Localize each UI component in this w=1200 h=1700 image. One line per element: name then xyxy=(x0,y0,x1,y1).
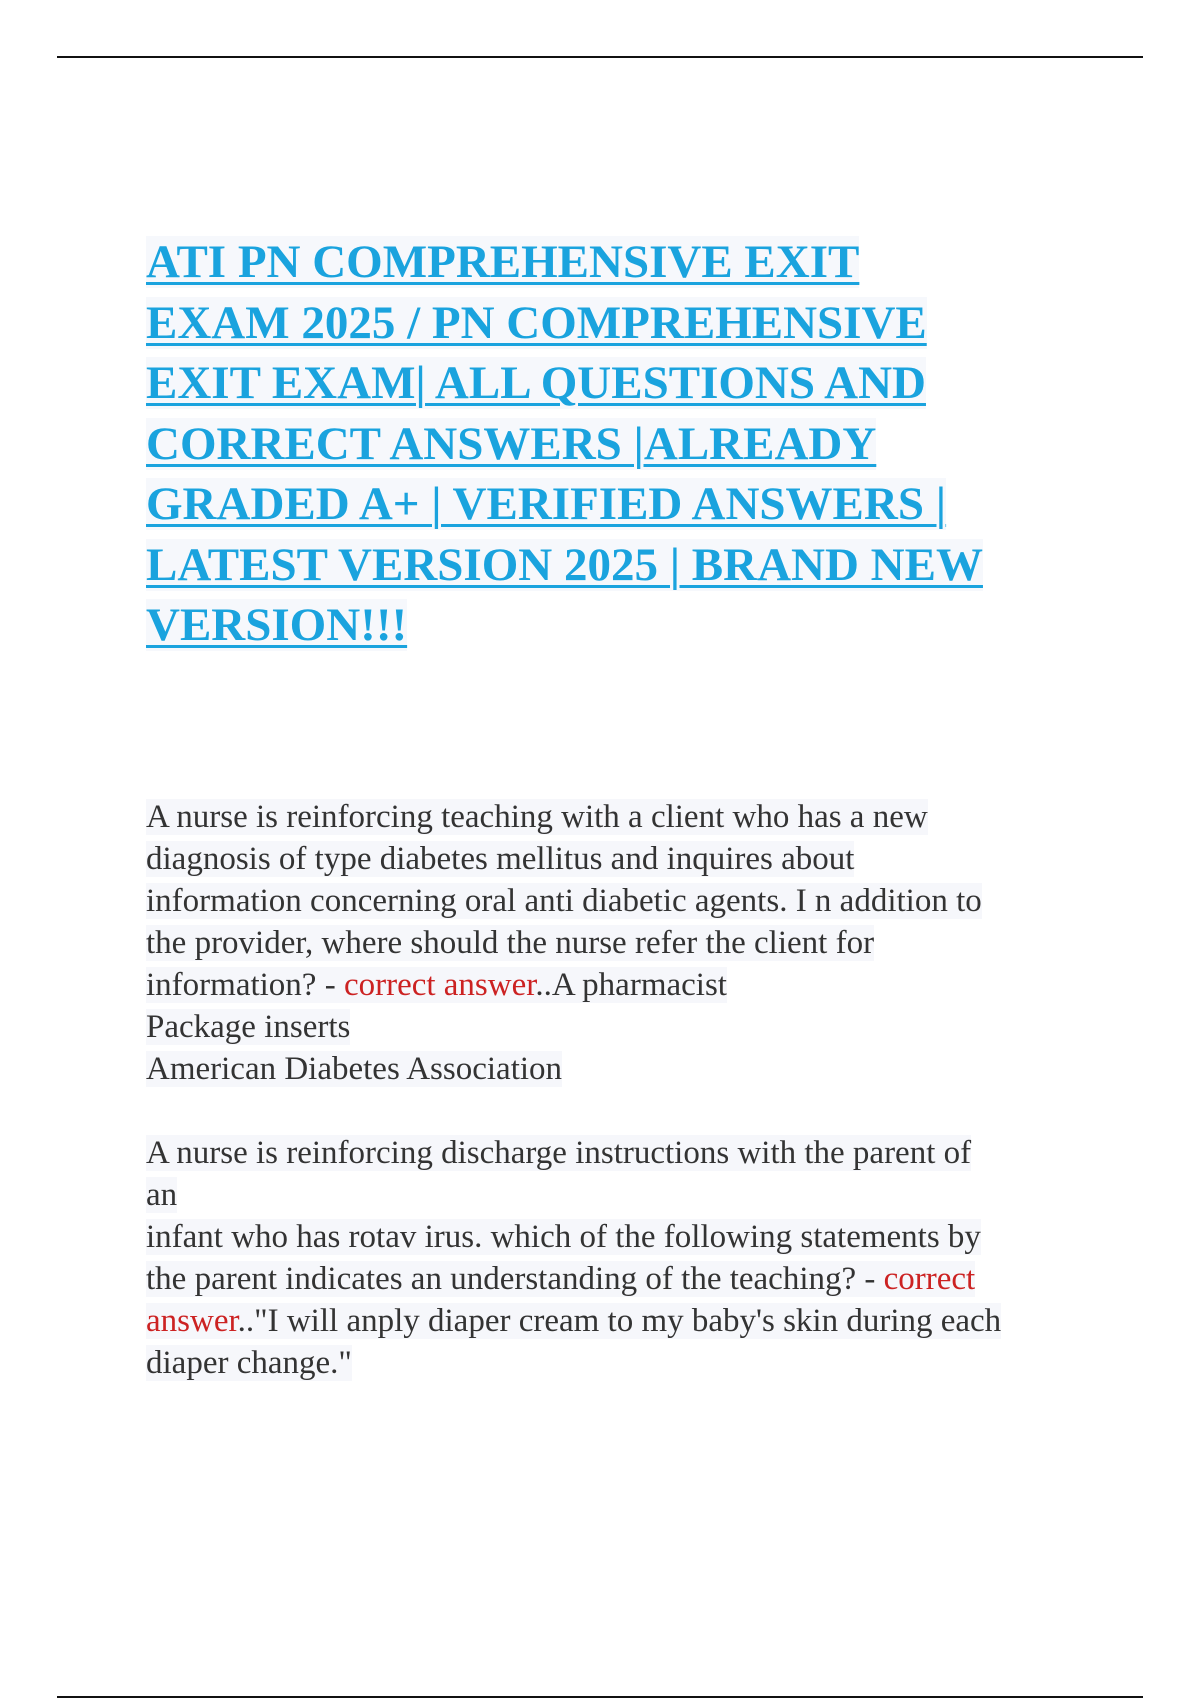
title-line: CORRECT ANSWERS |ALREADY xyxy=(146,417,877,470)
question-text-line: information concerning oral anti diabetic agents. I n addition to xyxy=(146,883,982,919)
title-line: EXIT EXAM| ALL QUESTIONS AND xyxy=(146,357,926,409)
question-text-line: infant who has rotav irus. which of the following statements by xyxy=(146,1219,981,1255)
bottom-rule xyxy=(57,1696,1143,1698)
title-line: EXAM 2025 / PN COMPREHENSIVE xyxy=(146,296,927,349)
question-2 xyxy=(146,1132,1146,1384)
correct-answer-label: correct xyxy=(883,1261,976,1297)
question-text-line: A nurse is reinforcing teaching with a client who has a new xyxy=(146,799,928,835)
answer-text-line: diaper change." xyxy=(146,1345,352,1381)
question-text-line: an xyxy=(146,1177,178,1213)
correct-answer-label: answer xyxy=(146,1303,238,1339)
top-rule xyxy=(57,56,1143,58)
question-text-fragment: the parent indicates an understanding of the teaching? - xyxy=(146,1261,884,1297)
question-text-fragment: information? - xyxy=(146,967,344,1003)
answer-text: ..A pharmacist xyxy=(535,967,727,1003)
title-line: LATEST VERSION 2025 | BRAND NEW xyxy=(146,538,983,591)
answer-text-line: American Diabetes Association xyxy=(146,1051,563,1087)
title-line: ATI PN COMPREHENSIVE EXIT xyxy=(146,236,860,288)
question-1 xyxy=(146,796,1146,1090)
correct-answer-label: correct answer xyxy=(343,967,536,1003)
question-answer-line xyxy=(146,964,1146,1006)
document-title[interactable] xyxy=(146,232,1146,656)
answer-text-line: Package inserts xyxy=(146,1009,351,1045)
title-line: GRADED A+ | VERIFIED ANSWERS | xyxy=(146,478,947,530)
question-text-line: diagnosis of type diabetes mellitus and inquires about xyxy=(146,841,855,877)
question-text-line: A nurse is reinforcing discharge instructions with the parent of xyxy=(146,1135,972,1171)
answer-text: .."I will anply diaper cream to my baby's skin during each xyxy=(237,1303,1002,1339)
title-line: VERSION!!! xyxy=(146,599,408,651)
question-text-line xyxy=(146,1258,1146,1300)
question-text-line: the provider, where should the nurse refer the client for xyxy=(146,925,875,961)
question-answer-line xyxy=(146,1300,1146,1342)
